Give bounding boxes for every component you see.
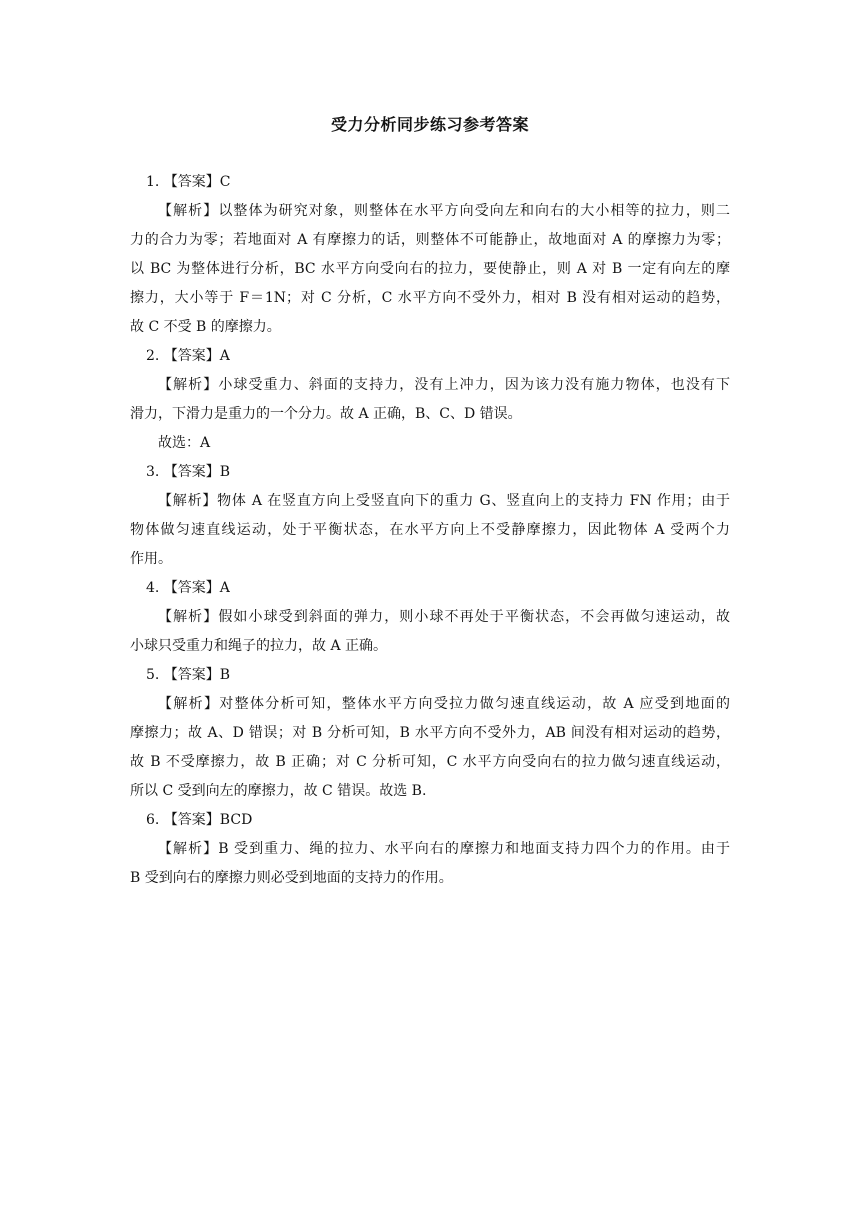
answer-heading: 5. 【答案】B xyxy=(146,667,231,683)
answer-heading: 3. 【答案】B xyxy=(146,464,231,480)
analysis-line: 擦力，大小等于 F＝1N；对 C 分析，C 水平方向不受外力，相对 B 没有相对运动的趋势， xyxy=(130,290,730,306)
analysis-line: 【解析】B 受到重力、绳的拉力、水平向右的摩擦力和地面支持力四个力的作用。由于 xyxy=(158,841,730,857)
analysis-line: 故 C 不受 B 的摩擦力。 xyxy=(130,319,281,335)
analysis-line: B 受到向右的摩擦力则必受到地面的支持力的作用。 xyxy=(130,870,453,886)
analysis-line: 【解析】以整体为研究对象，则整体在水平方向受向左和向右的大小相等的拉力，则二 xyxy=(158,203,730,219)
analysis-line: 【解析】物体 A 在竖直方向上受竖直向下的重力 G、竖直向上的支持力 FN 作用；由于 xyxy=(158,493,730,509)
page-title: 受力分析同步练习参考答案 xyxy=(330,115,529,134)
analysis-line: 作用。 xyxy=(130,551,172,567)
analysis-line: 摩擦力；故 A、D 错误；对 B 分析可知，B 水平方向不受外力，AB 间没有相对运动的趋势， xyxy=(130,725,730,741)
answer-heading: 6. 【答案】BCD xyxy=(146,812,253,828)
answer-heading: 2. 【答案】A xyxy=(146,348,230,364)
analysis-line: 【解析】假如小球受到斜面的弹力，则小球不再处于平衡状态，不会再做匀速运动，故 xyxy=(158,609,730,625)
analysis-line: 故 B 不受摩擦力，故 B 正确；对 C 分析可知，C 水平方向受向右的拉力做匀速直线运动， xyxy=(130,754,730,770)
analysis-line: 故选：A xyxy=(158,435,211,451)
answer-list xyxy=(130,168,730,893)
analysis-line: 小球只受重力和绳子的拉力，故 A 正确。 xyxy=(130,638,388,654)
analysis-line: 所以 C 受到向左的摩擦力，故 C 错误。故选 B. xyxy=(130,783,427,799)
analysis-line: 力的合力为零；若地面对 A 有摩擦力的话，则整体不可能静止，故地面对 A 的摩擦力为零； xyxy=(130,232,730,248)
answer-heading: 4. 【答案】A xyxy=(146,580,230,596)
answer-heading: 1. 【答案】C xyxy=(146,174,231,190)
analysis-line: 物体做匀速直线运动，处于平衡状态，在水平方向上不受静摩擦力，因此物体 A 受两个力 xyxy=(130,522,730,538)
analysis-line: 滑力，下滑力是重力的一个分力。故 A 正确，B、C、D 错误。 xyxy=(130,406,522,422)
analysis-line: 【解析】对整体分析可知，整体水平方向受拉力做匀速直线运动，故 A 应受到地面的 xyxy=(158,696,730,712)
analysis-line: 以 BC 为整体进行分析，BC 水平方向受向右的拉力，要使静止，则 A 对 B 一定有向左的摩 xyxy=(130,261,730,277)
analysis-line: 【解析】小球受重力、斜面的支持力，没有上冲力，因为该力没有施力物体，也没有下 xyxy=(158,377,730,393)
